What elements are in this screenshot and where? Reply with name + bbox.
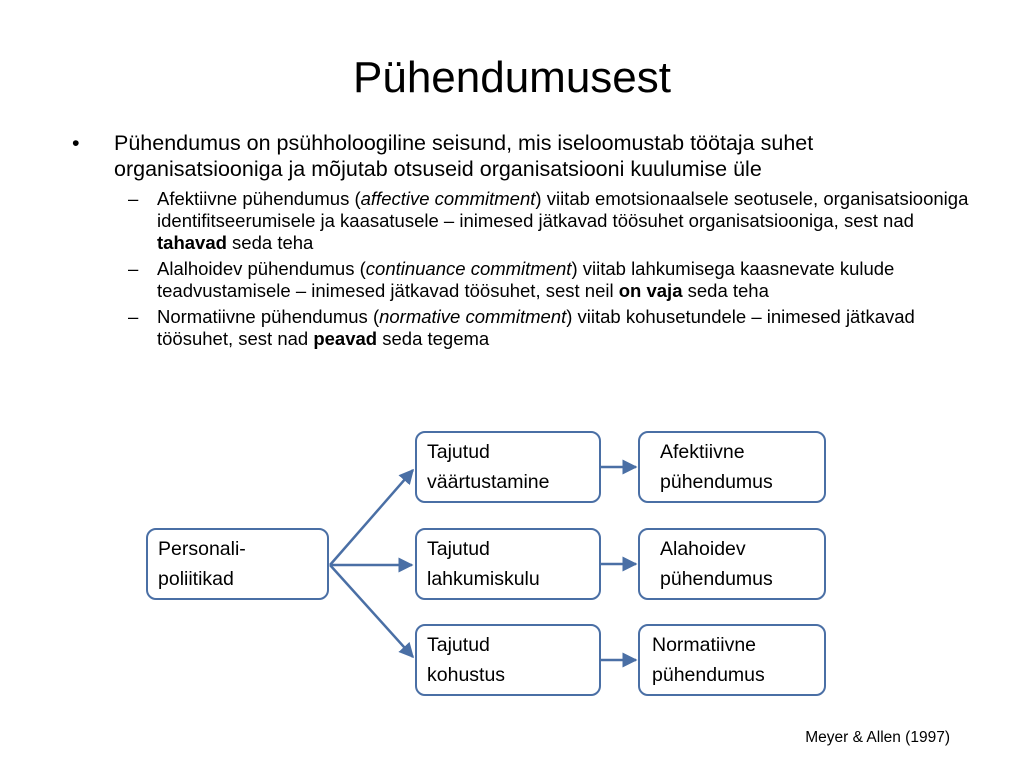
box-line: väärtustamine <box>427 471 550 493</box>
sub-bullet-term: affective commitment <box>360 188 536 209</box>
sub-bullet-emphasis: peavad <box>313 328 378 349</box>
sub-bullet-middle: ) viitab emotsionaalsele seotusele, organisatsiooniga identifitseerumisele ja kaasatusele – inimesed jätkavad töösuhet organisatsiooniga, sest nad <box>157 188 969 231</box>
bullet-marker: • <box>72 131 80 155</box>
sub-bullet-term: continuance commitment <box>365 258 572 279</box>
arrow-source-to-middle-3 <box>330 565 413 657</box>
dash-marker: – <box>128 258 139 279</box>
main-bullet-text: Pühendumus on psühholoogiline seisund, mis iseloomustab töötaja suhet organisatsiooniga ja mõjutab otsuseid organisatsiooni kuulumise üle <box>114 131 814 181</box>
box-tajutud-kohustus <box>415 624 601 696</box>
box-line: Afektiivne <box>660 441 745 463</box>
box-personalipoliitikad <box>146 528 329 600</box>
sub-bullet-term: normative commitment <box>379 306 567 327</box>
dash-marker: – <box>128 306 139 327</box>
box-line: Tajutud <box>427 441 490 463</box>
sub-bullet-prefix: Alalhoidev pühendumus ( <box>157 258 366 279</box>
citation: Meyer & Allen (1997) <box>805 729 950 746</box>
slide-title: Pühendumusest <box>353 53 671 102</box>
box-line: kohustus <box>427 664 506 686</box>
sub-bullet-middle: ) viitab kohusetundele – inimesed jätkavad töösuhet, sest nad <box>157 306 915 349</box>
sub-bullet-prefix: Afektiivne pühendumus ( <box>157 188 361 209</box>
sub-bullet-middle: ) viitab lahkumisega kaasnevate kulude teadvustamisele – inimesed jätkavad töösuhet, sest neil <box>157 258 895 301</box>
box-line: Tajutud <box>427 634 490 656</box>
sub-bullet-suffix: seda teha <box>682 280 769 301</box>
box-line: Tajutud <box>427 538 490 560</box>
box-alahoidev-puhendumus <box>638 528 826 600</box>
sub-bullet-suffix: seda teha <box>226 232 314 253</box>
box-afektiivne-puhendumus <box>638 431 826 503</box>
dash-marker: – <box>128 188 139 209</box>
box-line: pühendumus <box>660 568 773 590</box>
sub-bullet-suffix: seda tegema <box>377 328 490 349</box>
box-tajutud-lahkumiskulu <box>415 528 601 600</box>
sub-bullet-emphasis: tahavad <box>157 232 227 253</box>
box-line: Personali- <box>158 538 246 560</box>
sub-bullet-prefix: Normatiivne pühendumus ( <box>157 306 380 327</box>
box-line: lahkumiskulu <box>427 568 540 590</box>
box-line: pühendumus <box>660 471 773 493</box>
arrow-source-to-middle-1 <box>330 470 413 565</box>
box-line: Alahoidev <box>660 538 746 560</box>
box-normatiivne-puhendumus <box>638 624 826 696</box>
box-line: Normatiivne <box>652 634 757 656</box>
box-line: pühendumus <box>652 664 765 686</box>
box-line: poliitikad <box>158 568 234 590</box>
box-tajutud-vaartustamine <box>415 431 601 503</box>
sub-bullet-emphasis: on vaja <box>618 280 683 301</box>
